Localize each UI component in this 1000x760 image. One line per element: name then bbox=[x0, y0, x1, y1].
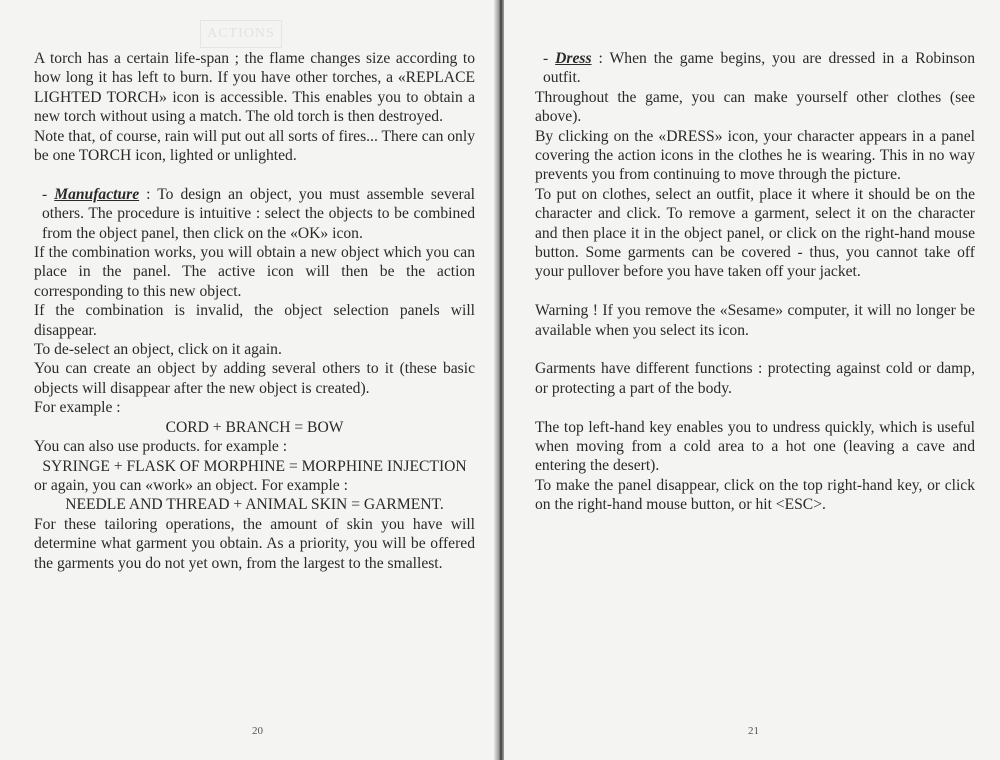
dress-intro: : When the game begins, you are dressed in a Robinson outfit. bbox=[543, 50, 975, 87]
manufacture-dash: - bbox=[42, 185, 55, 203]
create-object-text: You can create an object by adding several others to it (these basic objects will disappear after the new object is created). bbox=[34, 360, 475, 397]
dress-dash: - bbox=[543, 50, 556, 67]
right-page bbox=[504, 0, 1000, 760]
combination-works: If the combination works, you will obtain a new object which you can place in the panel. The active icon will then be the action corresponding to this new object. bbox=[34, 244, 475, 300]
page-number-left: 20 bbox=[252, 725, 263, 737]
example-bow: CORD + BRANCH = BOW bbox=[165, 418, 344, 436]
disappear-text: To make the panel disappear, click on the top right-hand key, or click on the right-hand mouse button, or hit <ESC>. bbox=[535, 476, 975, 514]
manufacture-paragraph bbox=[34, 185, 475, 243]
dress-paragraph bbox=[535, 49, 975, 88]
dress-title: Dress bbox=[555, 50, 592, 67]
throughout-text: Throughout the game, you can make yourself other clothes (see above). bbox=[535, 88, 975, 126]
put-on-text: To put on clothes, select an outfit, place it where it should be on the character and click. To remove a garment, select it on the character and then place it in the object panel, or click on the right-hand mouse button. Some garments can be covered - thus, you cannot take off your pullover before you have taken off your jacket. bbox=[535, 185, 975, 281]
top-left-key-text: The top left-hand key enables you to undress quickly, which is useful when moving from a cold area to a hot one (leaving a cave and entering the desert). bbox=[535, 418, 975, 475]
dress-icon-text: By clicking on the «DRESS» icon, your character appears in a panel covering the action icons in the clothes he is wearing. This in no way prevents you from continuing to move through the picture. bbox=[535, 127, 975, 184]
tailoring-text: For these tailoring operations, the amount of skin you have will determine what garment you obtain. As a priority, you will be offered the garments you do not yet own, from the largest to the smallest. bbox=[34, 515, 475, 572]
example-morphine: SYRINGE + FLASK OF MORPHINE = MORPHINE INJECTION bbox=[42, 457, 467, 475]
for-example-label: For example : bbox=[34, 399, 121, 417]
manufacture-intro: : To design an object, you must assemble several others. The procedure is intuitive : select the objects to be combined from the object panel, then click on the «OK» icon. bbox=[42, 185, 475, 242]
rain-note: Note that, of course, rain will put out all sorts of fires... There can only be one TORCH icon, lighted or unlighted. bbox=[34, 127, 475, 165]
left-page bbox=[0, 0, 496, 760]
example-garment: NEEDLE AND THREAD + ANIMAL SKIN = GARMENT. bbox=[65, 496, 444, 514]
ghost-header: ACTIONS bbox=[200, 20, 282, 48]
left-page-text bbox=[34, 49, 475, 573]
torch-paragraph: A torch has a certain life-span ; the flame changes size according to how long it has left to burn. If you have other torches, a «REPLACE LIGHTED TORCH» icon is accessible. This enables you to obtain a new torch without using a match. The old torch is then destroyed. bbox=[34, 50, 475, 126]
deselect-text: To de-select an object, click on it again. bbox=[34, 341, 282, 359]
right-page-text bbox=[535, 49, 975, 515]
functions-text: Garments have different functions : protecting against cold or damp, or protecting a part of the body. bbox=[535, 360, 975, 397]
products-text: You can also use products. for example : bbox=[34, 438, 288, 456]
manufacture-title: Manufacture bbox=[54, 185, 140, 203]
warning-text: Warning ! If you remove the «Sesame» computer, it will no longer be available when you select its icon. bbox=[535, 302, 975, 339]
combination-invalid: If the combination is invalid, the object selection panels will disappear. bbox=[34, 302, 475, 339]
page-number-right: 21 bbox=[748, 725, 759, 737]
work-text: or again, you can «work» an object. For example : bbox=[34, 476, 348, 494]
